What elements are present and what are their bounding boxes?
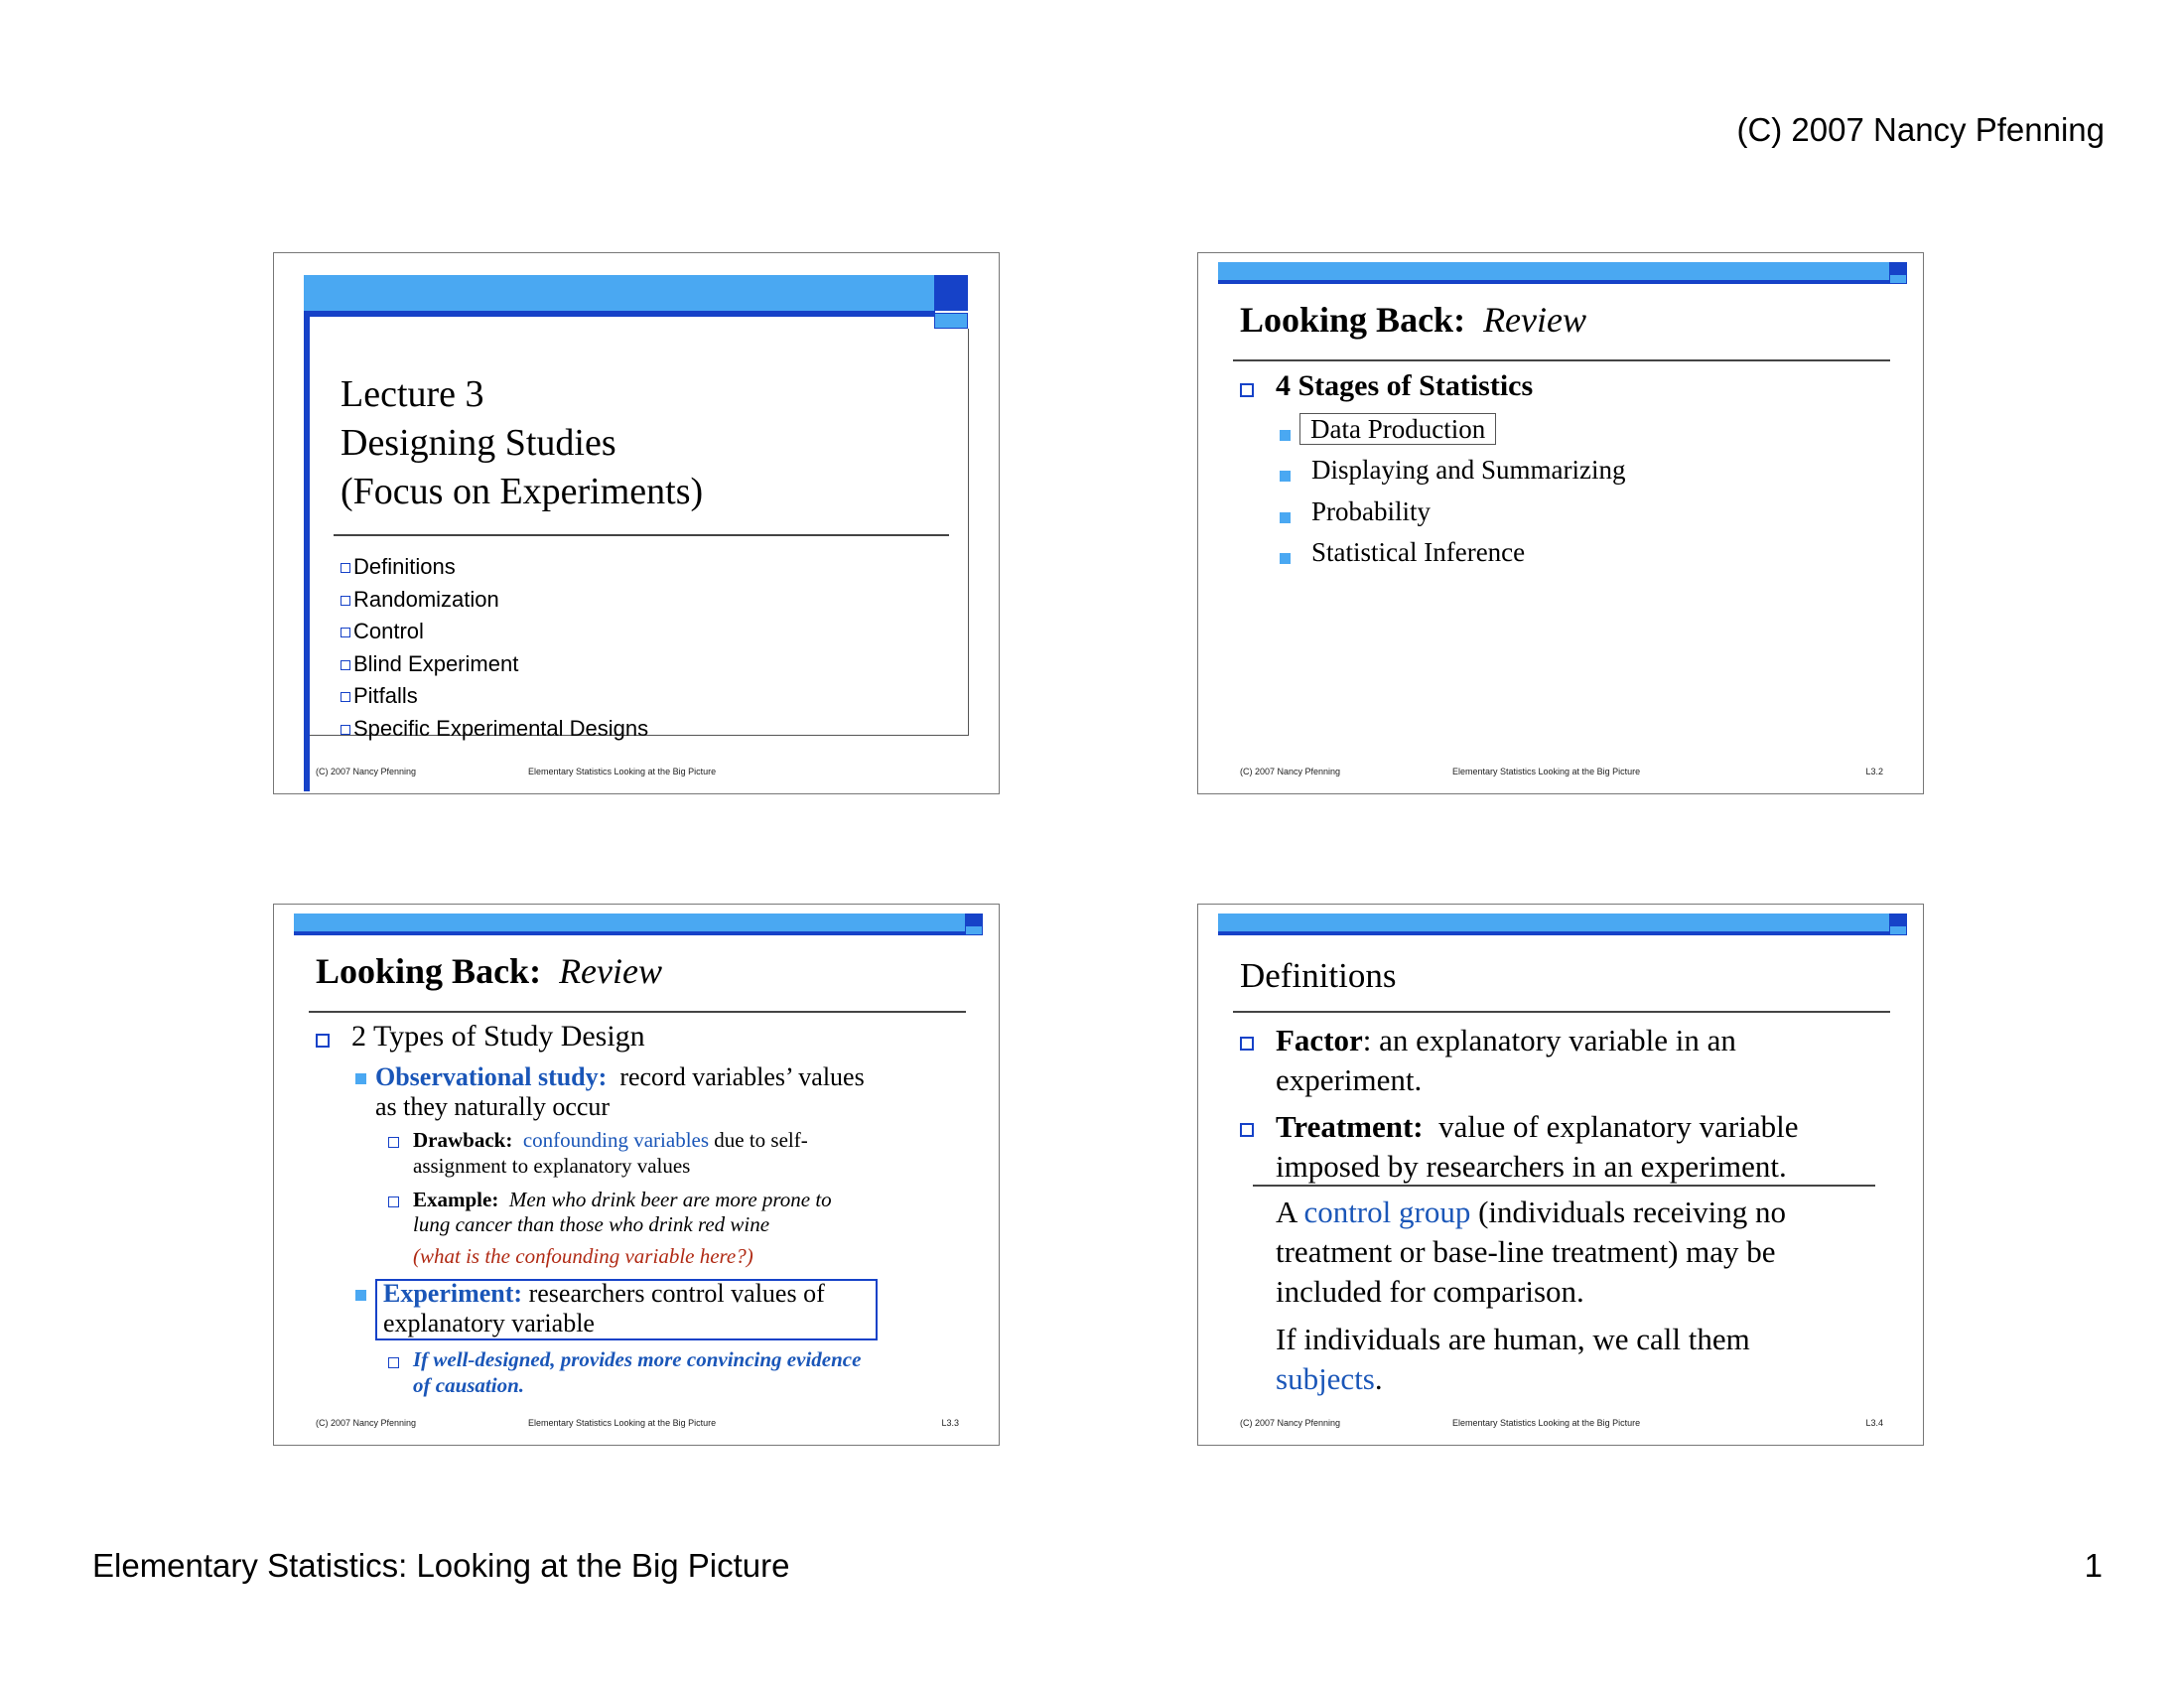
list-item: Displaying and Summarizing [1311, 455, 1626, 485]
slide-title: Looking Back: Review [316, 951, 663, 991]
square-bullet-icon [341, 692, 350, 702]
title-line: (Focus on Experiments) [341, 471, 704, 512]
page-footer-title: Elementary Statistics: Looking at the Big Picture [92, 1547, 790, 1584]
example-line-1: Example: Men who drink beer are more prone to [413, 1188, 832, 1211]
bullet-text: 4 Stages of Statistics [1276, 369, 1534, 402]
factor-line-2: experiment. [1276, 1062, 1423, 1097]
slide-number: L3.2 [1865, 767, 1883, 776]
subjects-line-2: subjects. [1276, 1361, 1383, 1396]
bullet-text: 2 Types of Study Design [351, 1020, 645, 1053]
corner-square-light [934, 313, 968, 329]
list-item: Statistical Inference [1311, 537, 1526, 567]
evidence-line-1: If well-designed, provides more convincing evidence [413, 1347, 862, 1371]
slide-footer-course: Elementary Statistics Looking at the Big Picture [1452, 1418, 1641, 1428]
filled-bullet-icon [355, 1290, 366, 1301]
corner-square-dark [1889, 262, 1907, 274]
title-band [304, 275, 935, 311]
confounding-question: (what is the confounding variable here?) [413, 1244, 753, 1268]
top-band [294, 914, 965, 935]
data-production-highlight: Data Production [1299, 413, 1496, 445]
square-bullet-icon [388, 1196, 399, 1207]
list-item: Pitfalls [341, 680, 648, 713]
square-bullet-icon [341, 660, 350, 670]
list-item: Randomization [341, 584, 648, 617]
slide-title [341, 370, 703, 516]
corner-square-dark [1889, 914, 1907, 925]
list-item: Specific Experimental Designs [341, 713, 648, 746]
treatment-line-2: imposed by researchers in an experiment. [1276, 1149, 1787, 1184]
square-bullet-icon [341, 725, 350, 735]
drawback-line-1: Drawback: confounding variables due to self- [413, 1128, 808, 1152]
square-bullet-icon [1240, 1037, 1254, 1051]
drawback-line-2: assignment to explanatory values [413, 1154, 691, 1178]
evidence-line-2: of causation. [413, 1373, 525, 1397]
filled-bullet-icon [1280, 471, 1291, 482]
slide-4 [1197, 904, 1924, 1446]
corner-square-light [1889, 925, 1907, 935]
corner-square-dark [934, 275, 968, 311]
filled-bullet-icon [1280, 512, 1291, 523]
square-bullet-icon [388, 1137, 399, 1148]
example-line-2: lung cancer than those who drink red wine [413, 1212, 770, 1236]
title-rule [334, 534, 949, 536]
filled-bullet-icon [1280, 430, 1291, 441]
list-item [1299, 414, 1496, 445]
top-band [1218, 914, 1889, 935]
slide-footer-course: Elementary Statistics Looking at the Big Picture [528, 767, 717, 776]
top-band [1218, 262, 1889, 284]
square-bullet-icon [341, 596, 350, 606]
experiment-line-2: explanatory variable [383, 1309, 595, 1337]
square-bullet-icon [316, 1034, 330, 1048]
filled-bullet-icon [355, 1073, 366, 1084]
page-header: (C) 2007 Nancy Pfenning [1736, 111, 2105, 148]
slide-number: L3.4 [1865, 1418, 1883, 1428]
slide-footer-course: Elementary Statistics Looking at the Big Picture [1452, 767, 1641, 776]
square-bullet-icon [1240, 383, 1254, 397]
observational-line-2: as they naturally occur [375, 1092, 611, 1121]
title-band-line [304, 311, 935, 317]
control-line-2: treatment or base-line treatment) may be [1276, 1234, 1776, 1269]
slide-footer-author: (C) 2007 Nancy Pfenning [1240, 767, 1341, 776]
square-bullet-icon [341, 628, 350, 637]
topic-list [341, 551, 648, 745]
title-line: Lecture 3 [341, 373, 484, 415]
slide-1 [273, 252, 1000, 794]
slide-number: L3.3 [941, 1418, 959, 1428]
page-number: 1 [2084, 1547, 2103, 1584]
title-rule [309, 1011, 966, 1013]
slide-footer-course: Elementary Statistics Looking at the Big Picture [528, 1418, 717, 1428]
corner-square-light [1889, 274, 1907, 284]
list-item: Definitions [341, 551, 648, 584]
list-item: Blind Experiment [341, 648, 648, 681]
list-item: Probability [1311, 496, 1431, 526]
filled-bullet-icon [1280, 553, 1291, 564]
title-rule [1233, 1011, 1890, 1013]
corner-square-light [965, 925, 983, 935]
control-line-1: A control group (individuals receiving no [1276, 1195, 1787, 1229]
square-bullet-icon [341, 563, 350, 573]
factor-line-1: Factor: an explanatory variable in an [1276, 1023, 1736, 1057]
subjects-line-1: If individuals are human, we call them [1276, 1322, 1750, 1356]
slide-footer-author: (C) 2007 Nancy Pfenning [316, 1418, 417, 1428]
slide-2 [1197, 252, 1924, 794]
corner-square-dark [965, 914, 983, 925]
slide-title: Definitions [1240, 956, 1397, 995]
slide-3 [273, 904, 1000, 1446]
control-line-3: included for comparison. [1276, 1274, 1584, 1309]
slide-title: Looking Back: Review [1240, 300, 1587, 340]
experiment-line-1: Experiment: researchers control values of [383, 1279, 825, 1308]
square-bullet-icon [1240, 1123, 1254, 1137]
slide-footer-author: (C) 2007 Nancy Pfenning [316, 767, 417, 776]
square-bullet-icon [388, 1357, 399, 1368]
title-rule [1233, 359, 1890, 361]
list-item: Control [341, 616, 648, 648]
slide-footer-author: (C) 2007 Nancy Pfenning [1240, 1418, 1341, 1428]
section-rule [1253, 1185, 1875, 1187]
observational-line-1: Observational study: record variables’ values [375, 1062, 865, 1091]
treatment-line-1: Treatment: value of explanatory variable [1276, 1109, 1799, 1144]
title-line: Designing Studies [341, 422, 616, 464]
